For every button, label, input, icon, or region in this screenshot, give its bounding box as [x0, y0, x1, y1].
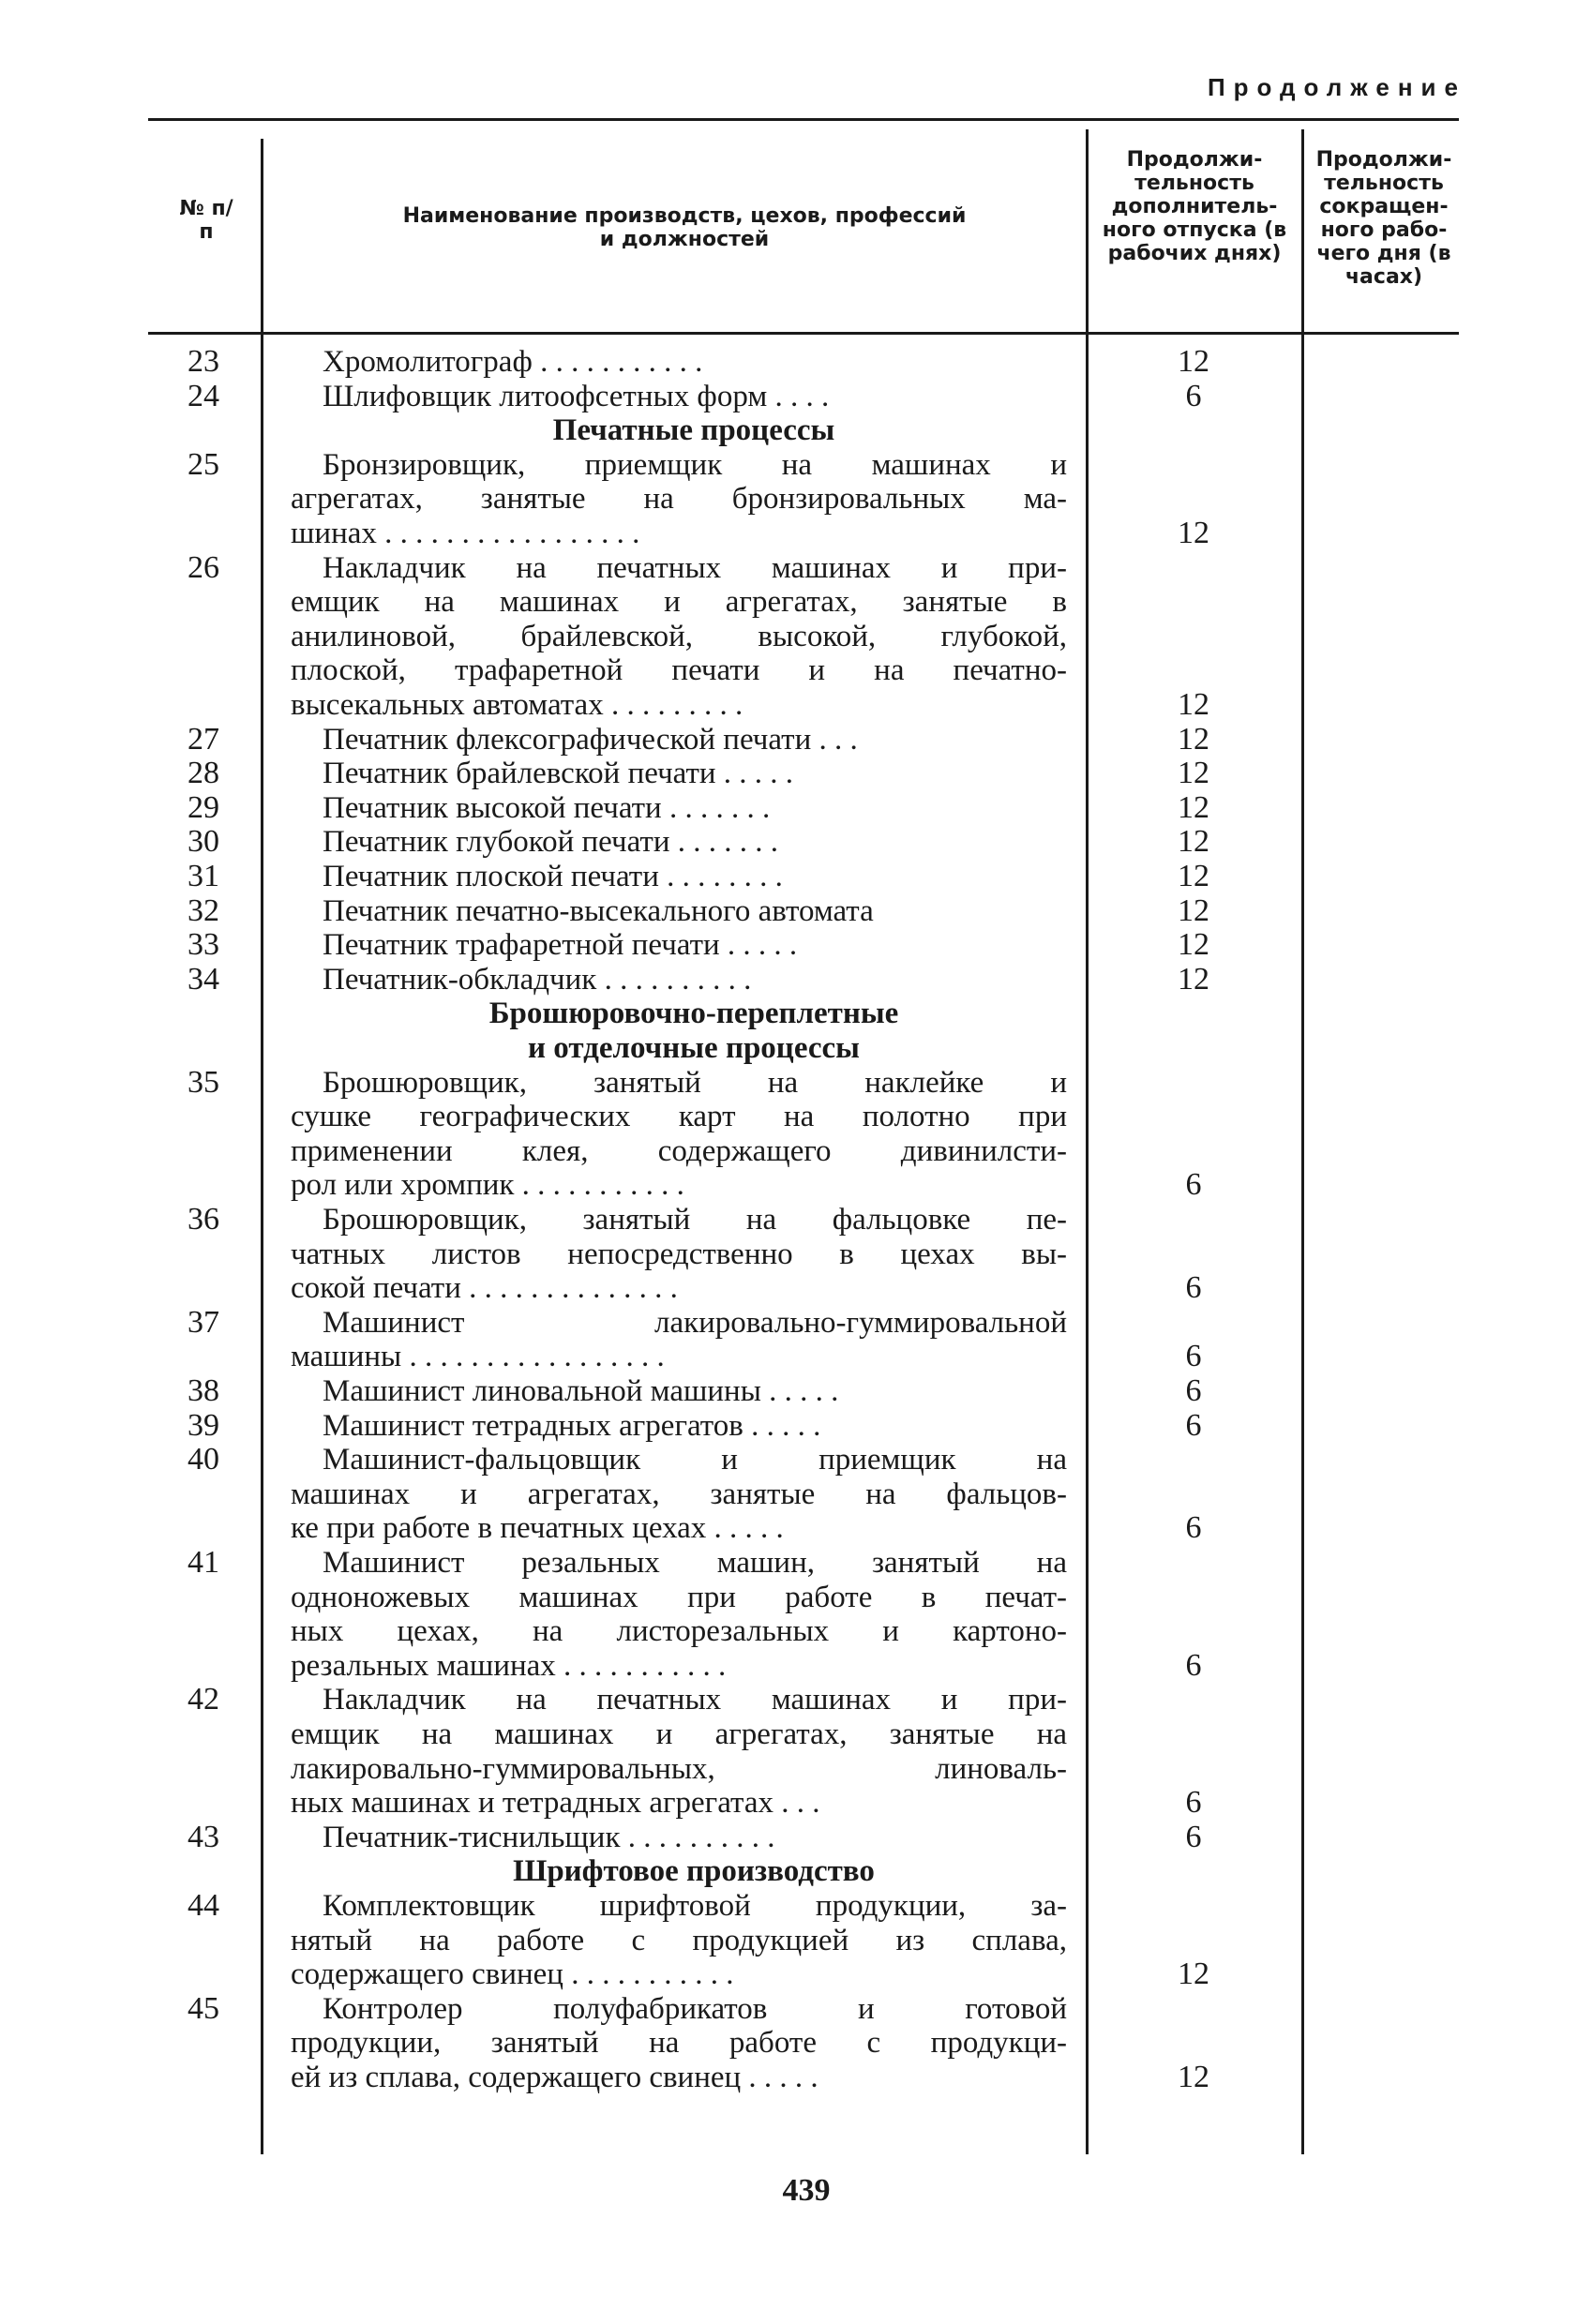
row-number: 29: [188, 789, 219, 825]
row-leave-days: 12: [1178, 2060, 1209, 2094]
header-workday: Продолжи-тельность сокращен-ного рабо-чего дня (в часах): [1315, 148, 1452, 289]
row-name-line: резальных машинах . . . . . . . . . . .: [291, 1648, 727, 1683]
row-number: 34: [188, 961, 219, 997]
row-name-line: Брошюровщик, занятый на наклейке и: [323, 1065, 1067, 1100]
row-name-line: Печатник высокой печати . . . . . . .: [323, 790, 771, 825]
row-number: 38: [188, 1373, 219, 1408]
row-number: 45: [188, 1990, 219, 2026]
row-name-line: Машинист линовальной машины . . . . .: [323, 1374, 839, 1408]
row-name-line: Печатник печатно-высекального автомата: [323, 893, 874, 928]
continuation-label: Продолжение: [1207, 73, 1466, 101]
row-name-line: рол или хромпик . . . . . . . . . . .: [291, 1168, 684, 1203]
row-leave-days: 12: [1178, 516, 1209, 550]
row-name-line: агрегатах, занятые на бронзировальных ма-: [291, 482, 1067, 517]
row-leave-days: 12: [1178, 344, 1209, 379]
row-name-line: одноножевых машинах при работе в печат-: [291, 1580, 1067, 1614]
row-number: 39: [188, 1407, 219, 1443]
row-leave-days: 6: [1185, 1373, 1202, 1408]
row-leave-days: 6: [1185, 1819, 1202, 1854]
row-leave-days: 6: [1185, 1270, 1202, 1306]
row-name-line: Печатник плоской печати . . . . . . . .: [323, 860, 783, 893]
row-name-line: Печатник глубокой печати . . . . . . .: [323, 825, 778, 860]
row-number: 37: [188, 1304, 219, 1340]
row-name-line: Печатник-обкладчик . . . . . . . . . .: [323, 962, 752, 997]
row-name-line: машинах и агрегатах, занятые на фальцов-: [291, 1477, 1067, 1511]
row-number: 25: [188, 446, 219, 482]
row-number: 33: [188, 927, 219, 963]
row-name-line: Шлифовщик литоофсетных форм . . . .: [323, 379, 830, 413]
row-name-line: Печатник флексографической печати . . .: [323, 722, 858, 757]
row-name-line: нятый на работе с продукцией из сплава,: [291, 1923, 1067, 1957]
row-name-line: применении клея, содержащего дивинилсти-: [291, 1133, 1067, 1168]
section-heading: и отделочные процессы: [528, 1031, 860, 1065]
row-name-line: продукции, занятый на работе с продукци-: [291, 2026, 1067, 2061]
row-name-line: Брошюровщик, занятый на фальцовке пе-: [323, 1203, 1067, 1237]
row-number: 44: [188, 1888, 219, 1923]
row-leave-days: 12: [1178, 1957, 1209, 1992]
row-leave-days: 12: [1178, 687, 1209, 722]
row-leave-days: 6: [1185, 1785, 1202, 1821]
row-name-line: Комплектовщик шрифтовой продукции, за-: [323, 1889, 1067, 1923]
row-name-line: сушке географических карт на полотно при: [291, 1100, 1067, 1134]
section-heading: Печатные процессы: [552, 413, 835, 448]
row-name-line: емщик на машинах и агрегатах, занятые в: [291, 585, 1067, 620]
row-number: 23: [188, 344, 219, 379]
row-name-line: ке при работе в печатных цехах . . . . .: [291, 1511, 784, 1546]
row-name-line: машины . . . . . . . . . . . . . . . . .: [291, 1340, 665, 1374]
header-number: № п/п: [179, 197, 233, 244]
row-number: 43: [188, 1819, 219, 1854]
row-name-line: ных машинах и тетрадных агрегатах . . .: [291, 1786, 820, 1821]
row-name-line: Накладчик на печатных машинах и при-: [323, 1683, 1067, 1717]
row-number: 27: [188, 721, 219, 757]
row-leave-days: 6: [1185, 1647, 1202, 1683]
row-name-line: чатных листов непосредственно в цехах вы-: [291, 1237, 1067, 1271]
row-name-line: Печатник-тиснильщик . . . . . . . . . .: [323, 1820, 775, 1854]
row-number: 26: [188, 549, 219, 585]
row-number: 40: [188, 1442, 219, 1477]
row-leave-days: 6: [1185, 378, 1202, 413]
row-leave-days: 12: [1178, 789, 1209, 825]
row-name-line: сокой печати . . . . . . . . . . . . . .: [291, 1271, 678, 1306]
row-name-line: содержащего свинец . . . . . . . . . . .: [291, 1957, 734, 1992]
row-leave-days: 12: [1178, 961, 1209, 997]
row-leave-days: 12: [1178, 892, 1209, 928]
header-leave: Продолжи-тельность дополнитель-ного отпуска (в рабочих днях): [1102, 148, 1287, 265]
section-heading: Брошюровочно-переплетные: [488, 997, 899, 1031]
row-number: 30: [188, 824, 219, 860]
header-name: Наименование производств, цехов, профессий и должностей: [402, 204, 967, 251]
row-leave-days: 6: [1185, 1407, 1202, 1443]
row-leave-days: 12: [1178, 824, 1209, 860]
row-name-line: Контролер полуфабрикатов и готовой: [323, 1991, 1067, 2026]
row-name-line: Машинист резальных машин, занятый на: [323, 1546, 1067, 1580]
row-name-line: Машинист-фальцовщик и приемщик на: [323, 1443, 1067, 1477]
row-name-line: Машинист тетрадных агрегатов . . . . .: [323, 1408, 821, 1443]
row-number: 24: [188, 378, 219, 413]
row-number: 31: [188, 859, 219, 893]
row-leave-days: 12: [1178, 721, 1209, 757]
row-number: 35: [188, 1064, 219, 1100]
row-number: 36: [188, 1202, 219, 1237]
row-name-line: Машинист лакировально-гуммировальной: [323, 1305, 1067, 1340]
row-name-line: ных цехах, на листорезальных и картоно-: [291, 1614, 1067, 1649]
row-leave-days: 12: [1178, 927, 1209, 963]
row-name-line: Печатник брайлевской печати . . . . .: [323, 757, 794, 791]
row-name-line: Хромолитограф . . . . . . . . . . .: [323, 345, 703, 379]
row-leave-days: 12: [1178, 756, 1209, 791]
row-name-line: высекальных автоматах . . . . . . . . .: [291, 688, 743, 722]
row-name-line: Бронзировщик, приемщик на машинах и: [323, 447, 1067, 482]
page-number: 439: [782, 2173, 831, 2208]
row-name-line: ей из сплава, содержащего свинец . . . . .: [291, 2061, 819, 2094]
row-name-line: плоской, трафаретной печати и на печатно-: [291, 653, 1067, 688]
row-number: 41: [188, 1545, 219, 1580]
row-name-line: емщик на машинах и агрегатах, занятые на: [291, 1717, 1067, 1751]
row-leave-days: 12: [1178, 859, 1209, 893]
row-number: 32: [188, 892, 219, 928]
row-name-line: шинах . . . . . . . . . . . . . . . . .: [291, 517, 640, 550]
row-name-line: лакировально-гуммировальных, линоваль-: [291, 1751, 1067, 1786]
row-name-line: Накладчик на печатных машинах и при-: [323, 550, 1067, 585]
row-name-line: анилиновой, брайлевской, высокой, глубокой,: [291, 619, 1067, 653]
row-number: 42: [188, 1682, 219, 1717]
row-leave-days: 6: [1185, 1510, 1202, 1546]
row-leave-days: 6: [1185, 1167, 1202, 1203]
row-number: 28: [188, 756, 219, 791]
section-heading: Шрифтовое производство: [513, 1854, 875, 1889]
row-name-line: Печатник трафаретной печати . . . . .: [323, 928, 798, 963]
row-leave-days: 6: [1185, 1339, 1202, 1374]
